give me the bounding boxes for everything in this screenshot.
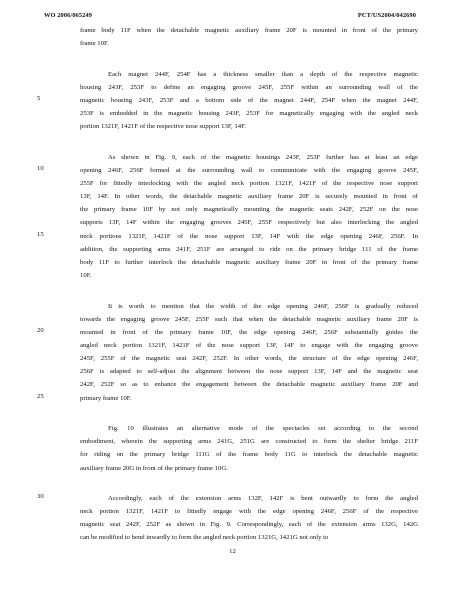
text-line: magnetic housing 243F, 253F and a bottom side of the magnet 244F, 254F when the magnet 244F,	[80, 96, 418, 104]
text-line: embodiment, wherein the supporting arms 241G, 251G are constructed to form the shelter bridge 211F	[80, 438, 418, 446]
text-line: Fig. 10 illustrates an alternative mode of the spectacles set according to the second	[108, 425, 418, 433]
paragraph	[80, 68, 418, 134]
margin-line-number: 25	[37, 392, 44, 400]
text-line: neck portion 1321F, 1421F to fittedly engage with the edge opening 246F, 256F of the respective	[80, 508, 418, 516]
margin-line-number: 20	[37, 326, 44, 334]
margin-line-number: 10	[37, 164, 44, 172]
paragraph	[80, 24, 418, 50]
text-line: opening 246F, 256F formed at the surrounding wall to communicate with the engaging groove 245F,	[80, 166, 418, 174]
text-line: 13F, 14F. In other words, the detachable magnetic auxiliary frame 20F is securely mounted in front of	[80, 193, 418, 201]
text-line: It is worth to mention that the width of the edge opening 246F, 256F is gradually reduced	[108, 302, 418, 310]
text-line: 245F, 255F of the magnetic seat 242F, 252F. In other words, the structure of the edge opening 246F,	[80, 355, 418, 363]
margin-line-number: 5	[37, 94, 41, 102]
document-body	[80, 24, 418, 562]
text-line: 255F for fittedly interlocking with the angled neck portion 1321F, 1421F of the respective nose support	[80, 180, 418, 188]
publication-number: WO 2006/065249	[44, 12, 93, 19]
paragraph	[80, 151, 418, 282]
text-line: 10F.	[80, 272, 92, 280]
text-line: body 11F to further interlock the detachable magnetic auxiliary frame 20F in front of the primary frame	[80, 258, 418, 266]
text-line: As shown in Fig. 9, each of the magnetic housings 243F, 253F further has at least an edge	[108, 153, 418, 161]
text-line: Each magnet 244F, 254F has a thickness smaller than a depth of the respective magnetic	[108, 70, 418, 78]
margin-line-number: 30	[37, 493, 44, 501]
text-line: can be modified to bend inwardly to form the angled neck portion 1321G, 1421G not only to	[80, 534, 329, 542]
text-line: the primary frame 10F by not only magnetically mounting the magnetic seats 242F, 252F on the nose	[80, 206, 418, 214]
text-line: primary frame 10F.	[80, 394, 132, 402]
paragraph	[80, 492, 418, 545]
text-line: frame 10F.	[80, 40, 109, 48]
text-line: magnetic seat 242F, 252F as shown in Fig. 9. Correspondingly, each of the extension arms 132G, 142G	[80, 521, 418, 529]
text-line: portion 1321F, 1421F of the respective nose support 13F, 14F.	[80, 123, 246, 131]
application-number: PCT/US2004/042690	[357, 12, 416, 19]
text-line: supports 13F, 14F within the engaging grooves 245F, 255F respectively but also interlocking the angled	[80, 219, 418, 227]
text-line: addition, the supporting arms 241F, 251F are arranged to ride on the primary bridge 111 of the frame	[80, 245, 418, 253]
text-line: Accordingly, each of the extension arms 132F, 142F is bent outwardly to form the angled	[108, 495, 418, 503]
text-line: 253F is embedded in the magnetic housing 243F, 253F for magnetically engaging with the angled neck	[80, 110, 418, 118]
text-line: 242F, 252F so as to enhance the engagement between the detachable magnetic auxiliary frame 20F and	[80, 381, 418, 389]
paragraph	[80, 300, 418, 405]
text-line: neck portions 1321F, 1421F of the nose support 13F, 14F with the edge opening 246F, 256F. In	[80, 232, 418, 240]
margin-line-number: 15	[37, 230, 44, 238]
text-line: housing 243F, 253F to define an engaging groove 245F, 255F within an surrounding wall of the	[80, 83, 418, 91]
text-line: auxiliary frame 20G in front of the primary frame 10G.	[80, 464, 228, 472]
text-line: towards the engaging groove 245F, 255F such that when the detachable magnetic auxiliary frame 20F is	[80, 315, 418, 323]
paragraph	[80, 422, 418, 475]
text-line: angled neck portion 1321F, 1421F of the nose support 13F, 14F to engage with the engaging groove	[80, 341, 418, 349]
text-line: for riding on the primary bridge 111G of the frame body 11G to interlock the detachable magnetic	[80, 451, 418, 459]
text-line: frame body 11F when the detachable magnetic auxiliary frame 20F is mounted in front of the primary	[80, 27, 418, 34]
text-line: 256F is adapted to self-adjust the alignment between the nose support 13F, 14F and the magnetic seat	[80, 368, 418, 376]
text-line: mounted in front of the primary frame 10F, the edge opening 246F, 256F substantially guides the	[80, 328, 418, 336]
page-number: 12	[229, 548, 236, 555]
